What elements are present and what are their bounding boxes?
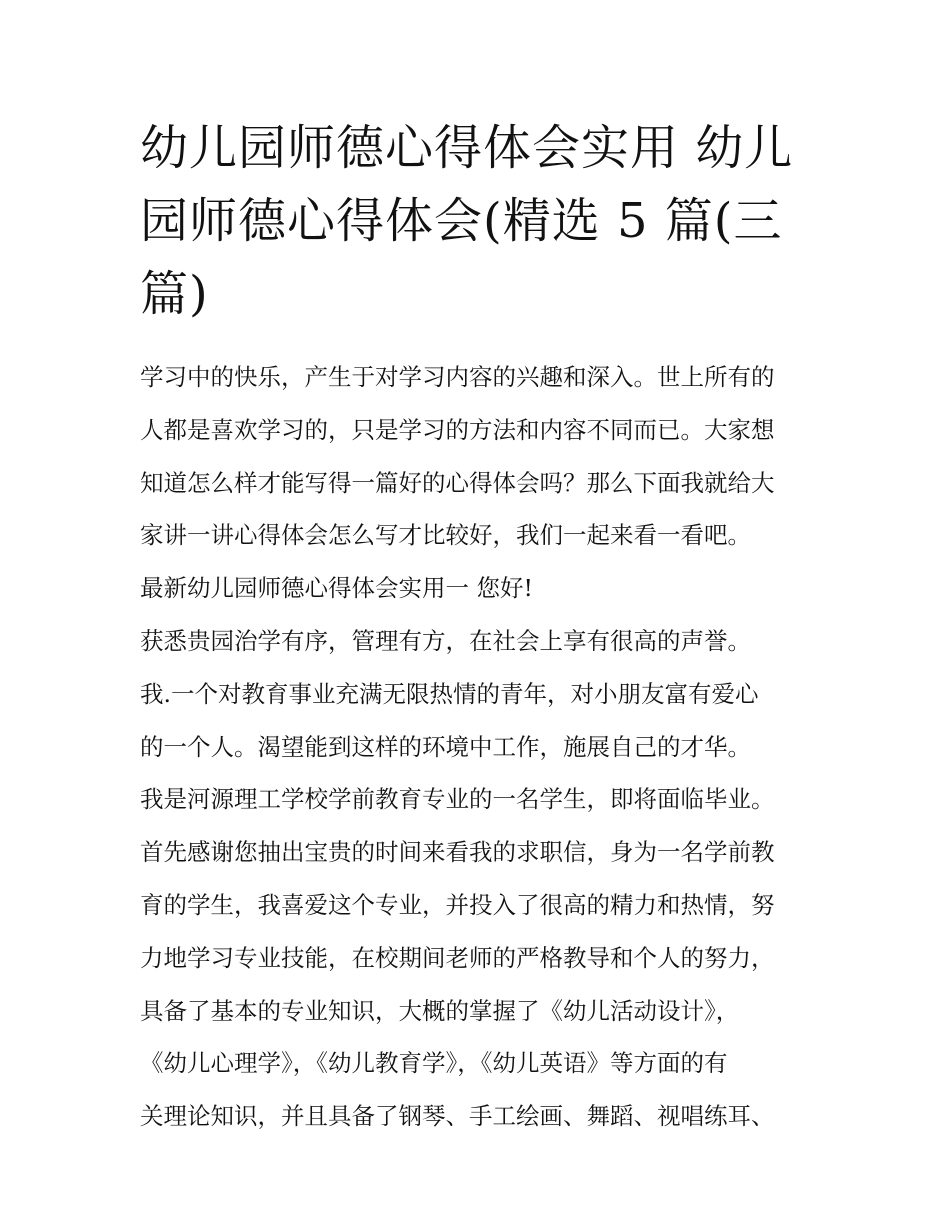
body-line: 我是河源理工学校学前教育专业的一名学生，即将面临毕业。 [140,785,775,814]
document-body [140,351,830,1143]
body-line: 最新幼儿园师德心得体会实用一 您好! [140,574,533,603]
body-line: 《幼儿心理学》，《幼儿教育学》，《幼儿英语》等方面的有 [140,1049,728,1078]
body-line: 育的学生，我喜爱这个专业，并投入了很高的精力和热情，努 [140,890,775,919]
body-line: 知道怎么样才能写得一篇好的心得体会吗？那么下面我就给大 [140,468,775,497]
document-title [140,112,820,331]
body-line: 力地学习专业技能，在校期间老师的严格教导和个人的努力， [140,943,775,972]
body-line: 的一个人。渴望能到这样的环境中工作，施展自己的才华。 [140,732,751,761]
body-line: 具备了基本的专业知识，大概的掌握了《幼儿活动设计》， [140,996,740,1025]
body-line: 我.一个对教育事业充满无限热情的青年，对小朋友富有爱心 [140,679,759,708]
title-line: 幼儿园师德心得体会实用 幼儿 [140,120,794,176]
body-line: 家讲一讲心得体会怎么写才比较好，我们一起来看一看吧。 [140,521,751,550]
title-line: 篇) [140,266,209,322]
body-line: 人都是喜欢学习的，只是学习的方法和内容不同而已。大家想 [140,415,775,444]
body-line: 首先感谢您抽出宝贵的时间来看我的求职信，身为一名学前教 [140,838,775,867]
body-line: 获悉贵园治学有序，管理有方，在社会上享有很高的声誉。 [140,626,751,655]
body-line: 关理论知识，并且具备了钢琴、手工绘画、舞蹈、视唱练耳、 [140,1102,775,1131]
title-line: 园师德心得体会(精选 5 篇(三 [140,193,783,249]
body-line: 学习中的快乐，产生于对学习内容的兴趣和深入。世上所有的 [140,363,775,391]
